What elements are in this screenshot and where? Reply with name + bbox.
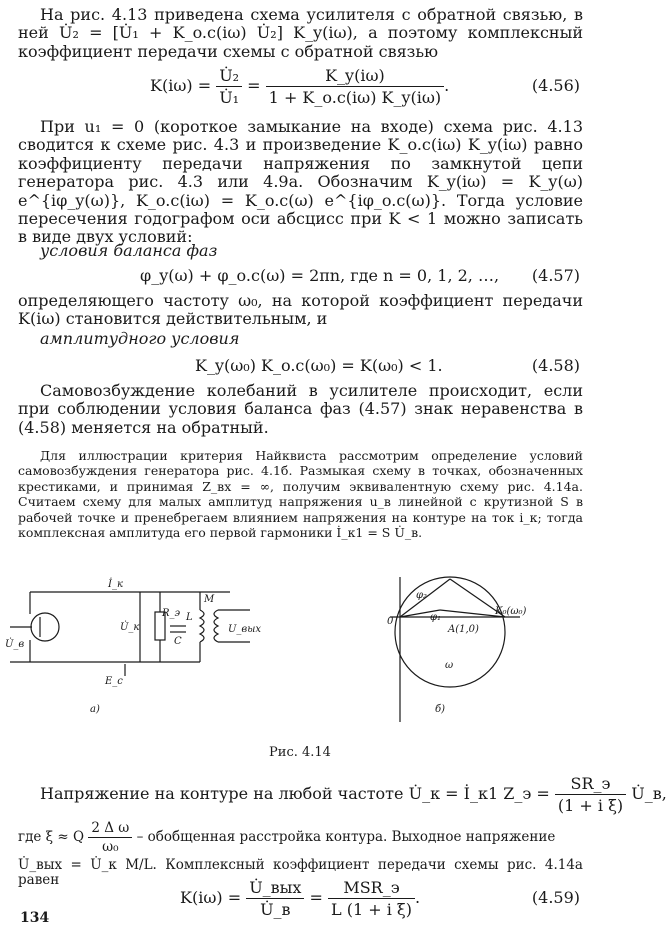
paragraph-7a: где ξ ≈ Q xyxy=(18,829,85,845)
figure-4-14 xyxy=(5,572,560,732)
label-c: C xyxy=(174,636,182,647)
equk-rhs: U̇_в, xyxy=(631,784,667,803)
xi-num: 2 Δ ω xyxy=(88,820,132,838)
label-uin: U̇_в xyxy=(5,639,25,650)
equation-4-56: K(iω) = $\frac{\text{U̇₂}}{\text{U̇₁}}$ = $\frac{K\_y(i\omega)}{1 + K\_o.c(i\omega) K\_y(i\omega)}$ . (4.56) xyxy=(150,66,580,107)
hodograph-labels xyxy=(387,590,527,715)
paragraph-7b: – обобщенная расстройка контура. Выходное напряжение xyxy=(136,829,556,845)
line-xi xyxy=(0,818,600,858)
equk-num: SR_э xyxy=(555,774,626,795)
label-phi2: φ₂ xyxy=(416,590,428,601)
equation-4-58 xyxy=(0,356,600,380)
paragraph-1: На рис. 4.13 приведена схема усилителя с обратной связью, в ней U̇₂ = [U̇₁ + K_o.c(iω) U̇₂] K_y(iω), а поэтому комплексный коэффициент передачи схемы с обратной связью xyxy=(18,5,583,61)
label-omega: ω xyxy=(445,660,454,671)
equk-den: (1 + i ξ) xyxy=(557,796,624,815)
eq459-num2: MSR_э xyxy=(328,878,415,899)
label-uk: U̇_к xyxy=(120,622,140,633)
equation-4-59: K(iω) = $\frac{\text{U̇\_вых}}{U̇\_в}$ = $\frac{\text{MSR\_э}}{\text{L (1 + i ξ)}}$ . (4.59) xyxy=(180,878,580,919)
label-phase-balance: условия баланса фаз xyxy=(40,241,218,260)
label-sub-a: а) xyxy=(90,704,100,715)
paragraph-5: Для иллюстрации критерия Найквиста рассмотрим определение условий самовозбуждения генератора рис. 4.1б. Размыкая схему в точках, обозначенных крестиками, и принимая Z_вх = ∞, получим эквивалентную схему рис. 4.14а. Считаем схему для малых амплитуд напряжения u_в линейной с крутизной S в рабочей точке и пренебрегаем влиянием напряжения на контуре на ток i_к; тогда комплексная амплитуда его первой гармоники İ_к1 = S U̇_в. xyxy=(18,448,583,541)
eq456-number: (4.56) xyxy=(531,76,580,95)
eq456-num1: U̇₂ xyxy=(216,66,242,87)
eq457-number: (4.57) xyxy=(531,266,580,285)
equk-lhs: U̇_к = İ_к1 Z_э = xyxy=(408,784,550,803)
label-ik: İ_к xyxy=(108,579,123,590)
label-m: M xyxy=(204,594,215,605)
label-uout: U_вых xyxy=(228,624,262,635)
label-l: L xyxy=(186,612,193,623)
label-point-a: A(1,0) xyxy=(448,624,479,635)
hodograph-diagram xyxy=(390,577,520,722)
eq456-den2: 1 + K_o.c(iω) K_y(iω) xyxy=(268,88,442,107)
xi-den: ω₀ xyxy=(102,839,119,855)
eq459-number: (4.59) xyxy=(531,888,580,907)
inductor-coil xyxy=(200,610,204,642)
eq458-number: (4.58) xyxy=(531,356,580,375)
paragraph-8: U̇_вых = U̇_к M/L. Комплексный коэффициент передачи схемы рис. 4.14а равен xyxy=(18,857,583,889)
eq456-lhs: K(iω) = xyxy=(150,76,212,95)
paragraph-2: При u₁ = 0 (короткое замыкание на входе) схема рис. 4.13 сводится к схеме рис. 4.3 и произведение K_o.c(iω) K_y(iω) равно коэффициенту передачи напряжения по замкнутой цепи генератора рис. 4.3 или 4.9а. Обозначим K_y(iω) = K_y(ω) e^{iφ_y(ω)}, K_o.c(iω) = K_o.c(ω) e^{iφ_o.c(ω)}. Тогда условие пересечения годографом оси абсцисс при K < 1 можно записать в виде двух условий: xyxy=(18,117,583,247)
label-r: R_э xyxy=(162,608,181,619)
paragraph-3: определяющего частоту ω₀, на которой коэффициент передачи K(iω) становится действительным, и xyxy=(18,291,583,329)
eq459-num1: U̇_вых xyxy=(246,878,304,899)
equation-4-57 xyxy=(0,266,600,290)
eq458-body: K_y(ω₀) K_o.c(ω₀) = K(ω₀) < 1. xyxy=(195,356,443,375)
eq456-num2: K_y(iω) xyxy=(266,66,444,87)
eq459-den1: U̇_в xyxy=(260,900,291,919)
label-k0: K₀(ω₀) xyxy=(495,606,527,617)
secondary-coil xyxy=(214,610,218,642)
label-amplitude: амплитудного условия xyxy=(40,329,240,348)
page-number: 134 xyxy=(20,910,50,926)
label-origin: 0 xyxy=(387,616,394,627)
eq459-den2: L (1 + i ξ) xyxy=(331,900,412,919)
paragraph-4: Самовозбуждение колебаний в усилителе происходит, если при соблюдении условия баланса фаз (4.57) знак неравенства в (4.58) меняется на обратный. xyxy=(18,381,583,437)
circuit-labels xyxy=(5,578,261,715)
eq456-den1: U̇₁ xyxy=(219,88,240,107)
figure-caption: Рис. 4.14 xyxy=(269,745,331,760)
eq459-lhs: K(iω) = xyxy=(180,888,242,907)
equation-uk xyxy=(0,770,667,815)
label-phi1: φ₁ xyxy=(430,612,442,623)
label-sub-b: б) xyxy=(435,704,446,715)
transistor-symbol xyxy=(31,613,59,641)
eq457-body: φ_y(ω) + φ_o.c(ω) = 2πn, где n = 0, 1, 2, …, xyxy=(140,266,500,285)
paragraph-6: Напряжение на контуре на любой частоте xyxy=(40,784,404,803)
label-ec: E_с xyxy=(105,676,123,687)
